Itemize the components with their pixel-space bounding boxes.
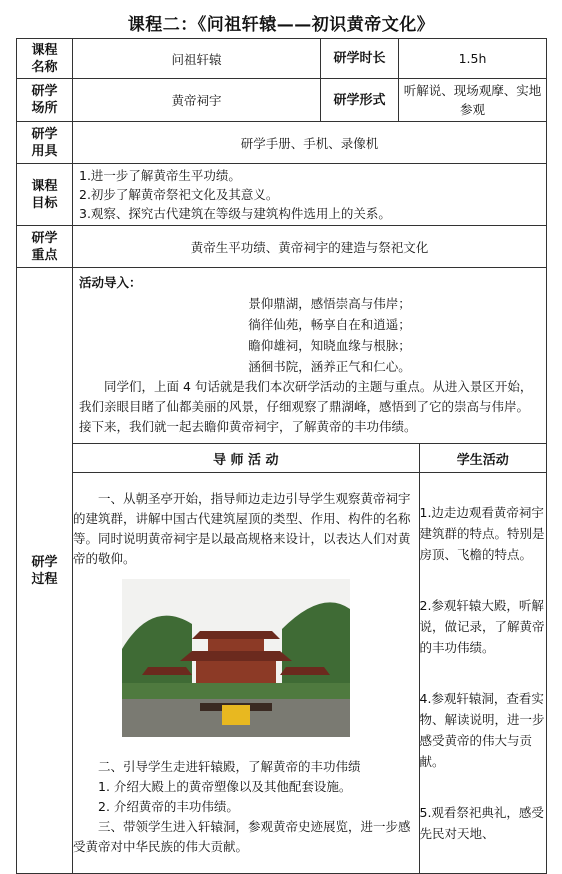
goal-list (73, 164, 547, 226)
form-value: 听解说、现场观摩、实地参观 (399, 79, 547, 122)
student-activity-header: 学生活动 (419, 444, 546, 473)
photo-side-hall-left (142, 667, 192, 675)
photo-roof-middle (180, 651, 292, 661)
poem-line: 瞻仰雄祠，知晓血缘与根脉； (248, 338, 411, 353)
teacher-step-2-1: 1. 介绍大殿上的黄帝塑像以及其他配套设施。 (98, 779, 352, 794)
venue-label: 研学 场所 (17, 79, 73, 122)
photo-altar-cloth (222, 705, 250, 725)
student-activity-cell (419, 473, 546, 874)
student-item: 4.参观轩辕洞，查看实物、解读说明，进一步感受黄帝的伟大与贡献。 (419, 691, 545, 769)
teacher-step-1: 一、从朝圣亭开始，指导师边走边引导学生观察黄帝祠宇的建筑群，讲解中国古代建筑屋顶的类型、作用、构件的名称等。同时说明黄帝祠宇是以最高规格来设计，以表达人们对黄帝的敬仰。 (73, 491, 411, 566)
tools-label: 研学 用具 (17, 122, 73, 164)
poem-line: 涵徊书院，涵养正气和仁心。 (248, 359, 411, 374)
student-item: 1.边走边观看黄帝祠宇建筑群的特点。特别是房顶、飞檐的特点。 (419, 505, 545, 562)
goal-item: 3.观察、探究古代建筑在等级与建筑构件选用上的关系。 (79, 206, 391, 221)
course-table (16, 38, 547, 874)
form-label: 研学形式 (321, 79, 399, 122)
teacher-step-2-2: 2. 介绍黄帝的丰功伟绩。 (98, 799, 239, 814)
activities-table (73, 443, 546, 873)
focus-label: 研学 重点 (17, 226, 73, 268)
poem-line: 徜徉仙苑，畅享自在和逍遥； (248, 317, 411, 332)
course-name-label: 课程 名称 (17, 39, 73, 79)
process-label: 研学 过程 (17, 268, 73, 874)
photo-wall-main (196, 661, 276, 683)
goal-label: 课程 目标 (17, 164, 73, 226)
goal-item: 2.初步了解黄帝祭祀文化及其意义。 (79, 187, 279, 202)
photo-hedges (122, 683, 350, 699)
page-title: 课程二：《问祖轩辕——初识黄帝文化》 (127, 15, 435, 35)
intro-heading: 活动导入： (79, 275, 142, 290)
teacher-step-2: 二、引导学生走进轩辕殿，了解黄帝的丰功伟绩 (98, 759, 361, 774)
process-content (73, 268, 547, 874)
venue-value: 黄帝祠宇 (73, 79, 321, 122)
photo-roof-top (192, 631, 280, 639)
course-name-value: 问祖轩辕 (73, 39, 321, 79)
goal-item: 1.进一步了解黄帝生平功绩。 (79, 168, 241, 183)
student-item: 5.观看祭祀典礼，感受先民对天地、 (419, 805, 544, 841)
duration-label: 研学时长 (321, 39, 399, 79)
intro-paragraph: 同学们，上面 4 句话就是我们本次研学活动的主题与重点。从进入景区开始，我们亲眼目睹了仙都美丽的风景，仔细观察了鼎湖峰，感悟到了它的崇高与伟岸。接下来，我们就一起去瞻仰黄帝祠宇，了解黄帝的丰功伟绩。 (79, 379, 533, 434)
temple-photo (122, 579, 350, 737)
activity-intro (73, 268, 546, 443)
tools-value: 研学手册、手机、录像机 (73, 122, 547, 164)
focus-value: 黄帝生平功绩、黄帝祠宇的建造与祭祀文化 (73, 226, 547, 268)
student-item: 2.参观轩辕大殿，听解说，做记录，了解黄帝的丰功伟绩。 (419, 598, 545, 655)
teacher-step-3: 三、带领学生进入轩辕洞，参观黄帝史迹展览，进一步感受黄帝对中华民族的伟大贡献。 (73, 819, 411, 854)
duration-value: 1.5h (399, 39, 547, 79)
photo-wall-top (208, 639, 264, 653)
teacher-activity-header: 导 师 活 动 (73, 444, 419, 473)
poem-line: 景仰鼎湖，感悟崇高与伟岸； (248, 296, 411, 311)
teacher-activity-cell (73, 473, 419, 874)
photo-side-hall-right (280, 667, 330, 675)
